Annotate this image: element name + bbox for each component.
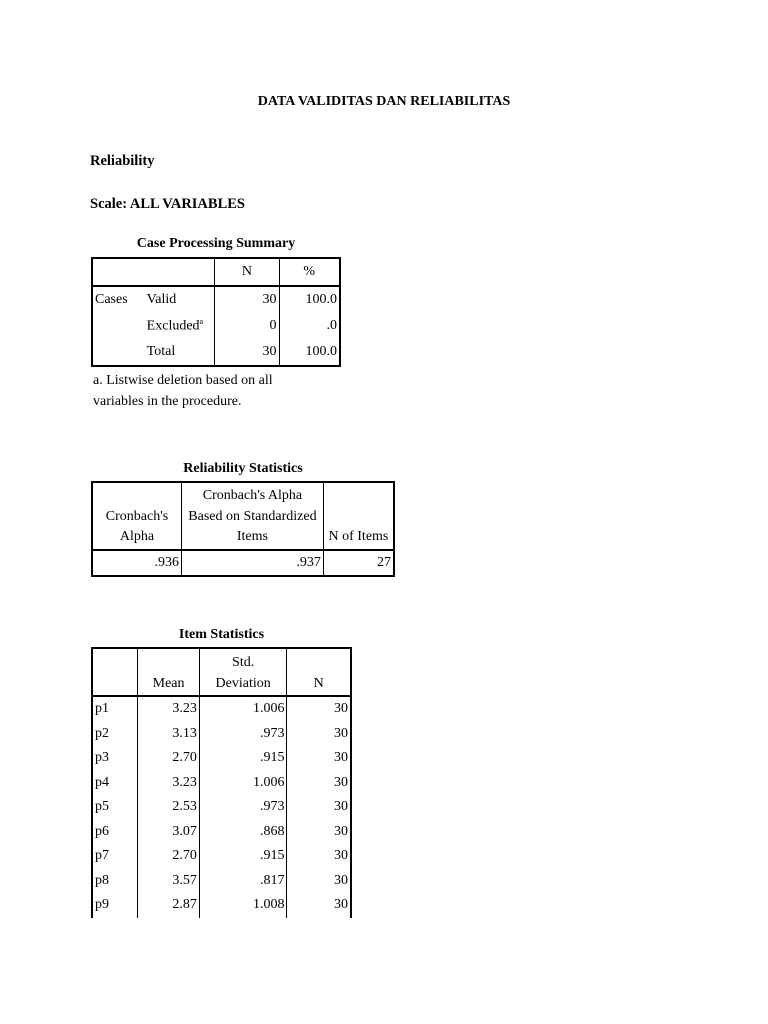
cell-mean: 2.70 [138, 746, 199, 771]
header-percent: % [279, 258, 340, 286]
cell-mean: 3.13 [138, 722, 199, 747]
cell-std-deviation: .973 [199, 795, 287, 820]
case-processing-summary-title: Case Processing Summary [136, 236, 296, 251]
item-label: p5 [92, 795, 138, 820]
item-label: p2 [92, 722, 138, 747]
cell-n-of-items: 27 [377, 554, 391, 570]
cell-n: 30 [334, 897, 348, 913]
cell-mean: 2.87 [138, 893, 199, 918]
cell-n: 0 [215, 313, 279, 339]
cell-std-deviation: .817 [199, 869, 287, 894]
item-label: p4 [92, 771, 138, 796]
cell-n: 30 [334, 701, 348, 717]
table-row [92, 313, 340, 339]
table-footnote: a. Listwise deletion based on all variables in the procedure. [93, 373, 273, 409]
item-statistics-title: Item Statistics [178, 627, 265, 642]
table-header-row [92, 648, 351, 696]
cell-mean: 3.23 [138, 771, 199, 796]
header-mean: Mean [138, 648, 199, 696]
cell-mean: 3.07 [138, 820, 199, 845]
table-row [92, 722, 351, 747]
header-cronbachs-alpha: Cronbach's Alpha [92, 482, 182, 550]
cell-percent: .0 [326, 318, 337, 333]
table-row [92, 893, 351, 918]
cell-mean: 2.53 [138, 795, 199, 820]
cell-mean: 2.70 [138, 844, 199, 869]
cell-n: 30 [334, 799, 348, 815]
cell-n: 30 [334, 725, 348, 741]
table-row [92, 869, 351, 894]
cell-std-deviation: 1.006 [199, 771, 287, 796]
cell-mean: 3.23 [138, 696, 199, 722]
header-n-of-items: N of Items [323, 482, 394, 550]
table-header-row [92, 482, 394, 550]
header-std-deviation: Std. Deviation [199, 648, 287, 696]
table-row [92, 844, 351, 869]
cell-n: 30 [215, 339, 279, 366]
cell-mean: 3.57 [138, 869, 199, 894]
cell-n: 30 [334, 872, 348, 888]
table-row [92, 339, 340, 366]
cell-percent: 100.0 [305, 292, 337, 307]
item-statistics-table [91, 647, 352, 918]
table-row [92, 795, 351, 820]
header-item [92, 648, 138, 696]
table-row [92, 286, 340, 313]
cell-alpha: .936 [92, 550, 182, 576]
cases-label: Cases [95, 292, 128, 307]
item-label: p9 [92, 893, 138, 918]
table-row [92, 746, 351, 771]
cell-std-deviation: 1.008 [199, 893, 287, 918]
header-n: N [215, 258, 279, 286]
row-label [145, 313, 215, 339]
case-processing-summary-table [91, 257, 341, 367]
cell-alpha-standardized: .937 [182, 550, 324, 576]
section-heading: Reliability [90, 153, 155, 169]
cell-n: 30 [334, 823, 348, 839]
cell-n: 30 [334, 750, 348, 766]
cell-std-deviation: .868 [199, 820, 287, 845]
cell-n: 30 [215, 286, 279, 313]
item-label: p6 [92, 820, 138, 845]
table-row [92, 771, 351, 796]
cell-std-deviation: 1.006 [199, 696, 287, 722]
table-header-row [92, 258, 340, 286]
header-n: N [287, 648, 351, 696]
document-title: DATA VALIDITAS DAN RELIABILITAS [257, 94, 511, 109]
footnote-marker: a [199, 317, 204, 327]
reliability-statistics-title: Reliability Statistics [183, 461, 303, 476]
cell-std-deviation: .915 [199, 844, 287, 869]
item-label: p7 [92, 844, 138, 869]
cell-n: 30 [334, 848, 348, 864]
cell-percent: 100.0 [305, 344, 337, 359]
scale-heading: Scale: ALL VARIABLES [90, 196, 245, 212]
table-row [92, 550, 394, 576]
header-cronbachs-alpha-standardized: Cronbach's Alpha Based on Standardized Items [182, 482, 324, 550]
table-row [92, 820, 351, 845]
item-label: p8 [92, 869, 138, 894]
cell-std-deviation: .915 [199, 746, 287, 771]
table-row [92, 696, 351, 722]
row-label: Valid [145, 286, 215, 313]
row-label-text: Excluded [146, 318, 200, 334]
reliability-statistics-table [91, 481, 395, 577]
cell-n: 30 [334, 774, 348, 790]
item-label: p3 [92, 746, 138, 771]
row-label: Total [145, 339, 215, 366]
cell-std-deviation: .973 [199, 722, 287, 747]
header-blank-cell [92, 258, 215, 286]
item-label: p1 [92, 696, 138, 722]
